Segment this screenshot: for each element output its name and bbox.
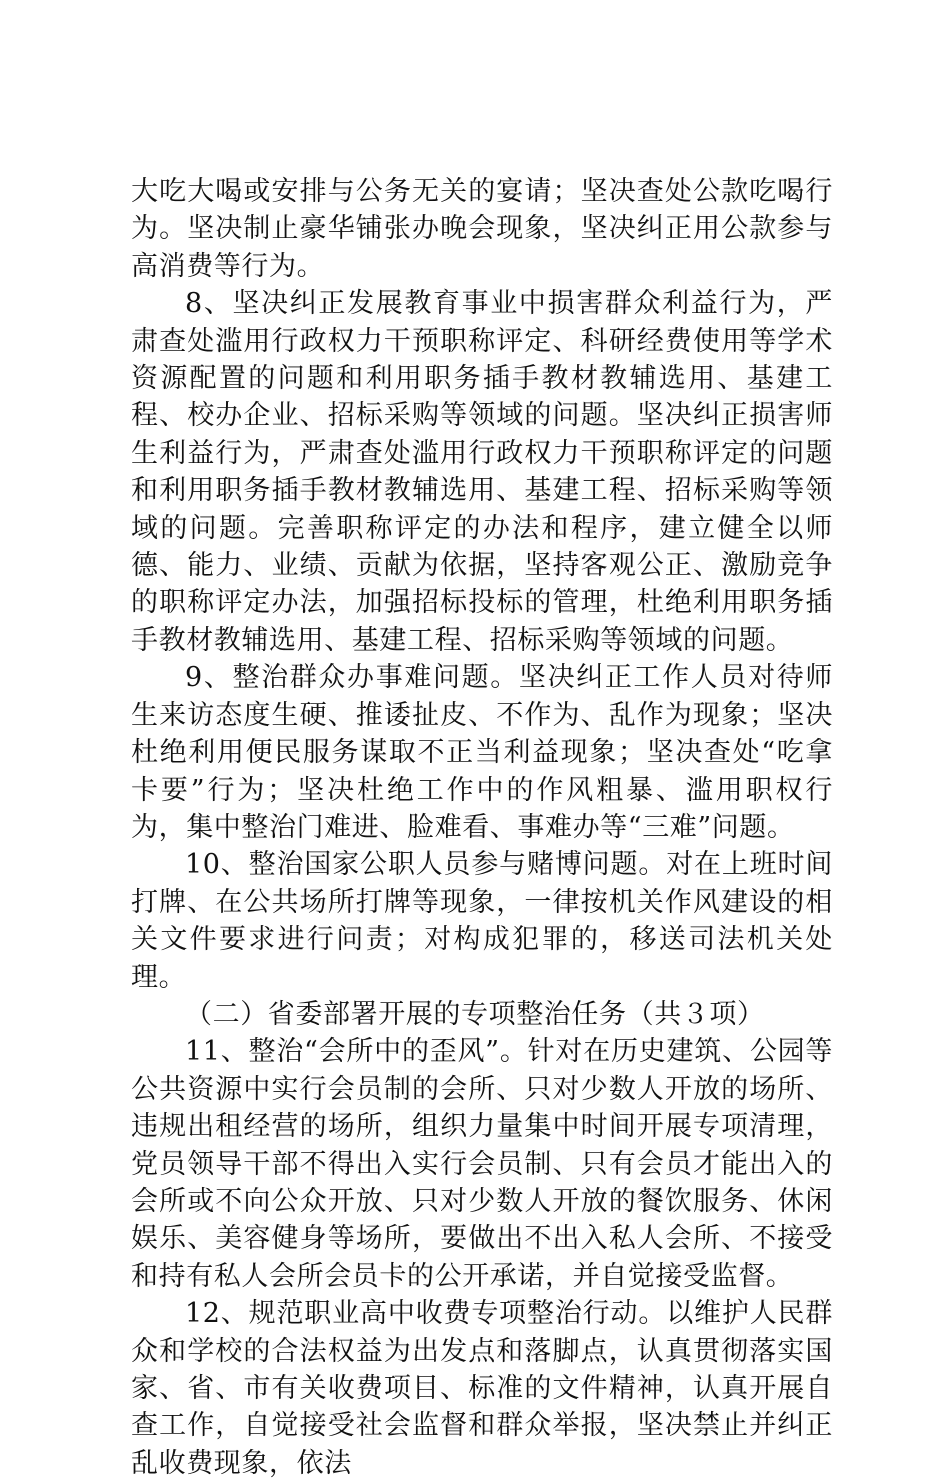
paragraph-item-9: 9、整治群众办事难问题。坚决纠正工作人员对待师生来访态度生硬、推诿扯皮、不作为、乱作为现象；坚决杜绝利用便民服务谋取不正当利益现象；坚决查处“吃拿卡要”行为；坚决杜绝工作中的作风粗暴、滥用职权行为，集中整治门难进、脸难看、事难办等“三难”问题。 [131,662,833,843]
paragraph-item-12: 12、规范职业高中收费专项整治行动。以维护人民群众和学校的合法权益为出发点和落脚点，认真贯彻落实国家、省、市有关收费项目、标准的文件精神，认真开展自查工作，自觉接受社会监督和群众举报，坚决禁止并纠正乱收费现象，依法 [131,1298,833,1479]
paragraph-item-11: 11、整治“会所中的歪风”。针对在历史建筑、公园等公共资源中实行会员制的会所、只对少数人开放的场所、违规出租经营的场所，组织力量集中时间开展专项清理，党员领导干部不得出入实行会员制、只有会员才能出入的会所或不向公众开放、只对少数人开放的餐饮服务、休闲娱乐、美容健身等场所，要做出不出入私人会所、不接受和持有私人会所会员卡的公开承诺，并自觉接受监督。 [131,1036,833,1292]
paragraph-item-10: 10、整治国家公职人员参与赌博问题。对在上班时间打牌、在公共场所打牌等现象，一律按机关作风建设的相关文件要求进行问责；对构成犯罪的，移送司法机关处理。 [131,849,833,993]
paragraph-continuation: 大吃大喝或安排与公务无关的宴请；坚决查处公款吃喝行为。坚决制止豪华铺张办晚会现象，坚决纠正用公款参与高消费等行为。 [131,176,833,282]
section-heading-2: （二）省委部署开展的专项整治任务（共３项） [185,998,765,1030]
document-body [131,173,833,1482]
paragraph-item-8: 8、坚决纠正发展教育事业中损害群众利益行为，严肃查处滥用行政权力干预职称评定、科研经费使用等学术资源配置的问题和利用职务插手教材教辅选用、基建工程、校办企业、招标采购等领域的问题。坚决纠正损害师生利益行为，严肃查处滥用行政权力干预职称评定的问题和利用职务插手教材教辅选用、基建工程、招标采购等领域的问题。完善职称评定的办法和程序，建立健全以师德、能力、业绩、贡献为依据，坚持客观公正、激励竞争的职称评定办法，加强招标投标的管理，杜绝利用职务插手教材教辅选用、基建工程、招标采购等领域的问题。 [131,288,833,656]
